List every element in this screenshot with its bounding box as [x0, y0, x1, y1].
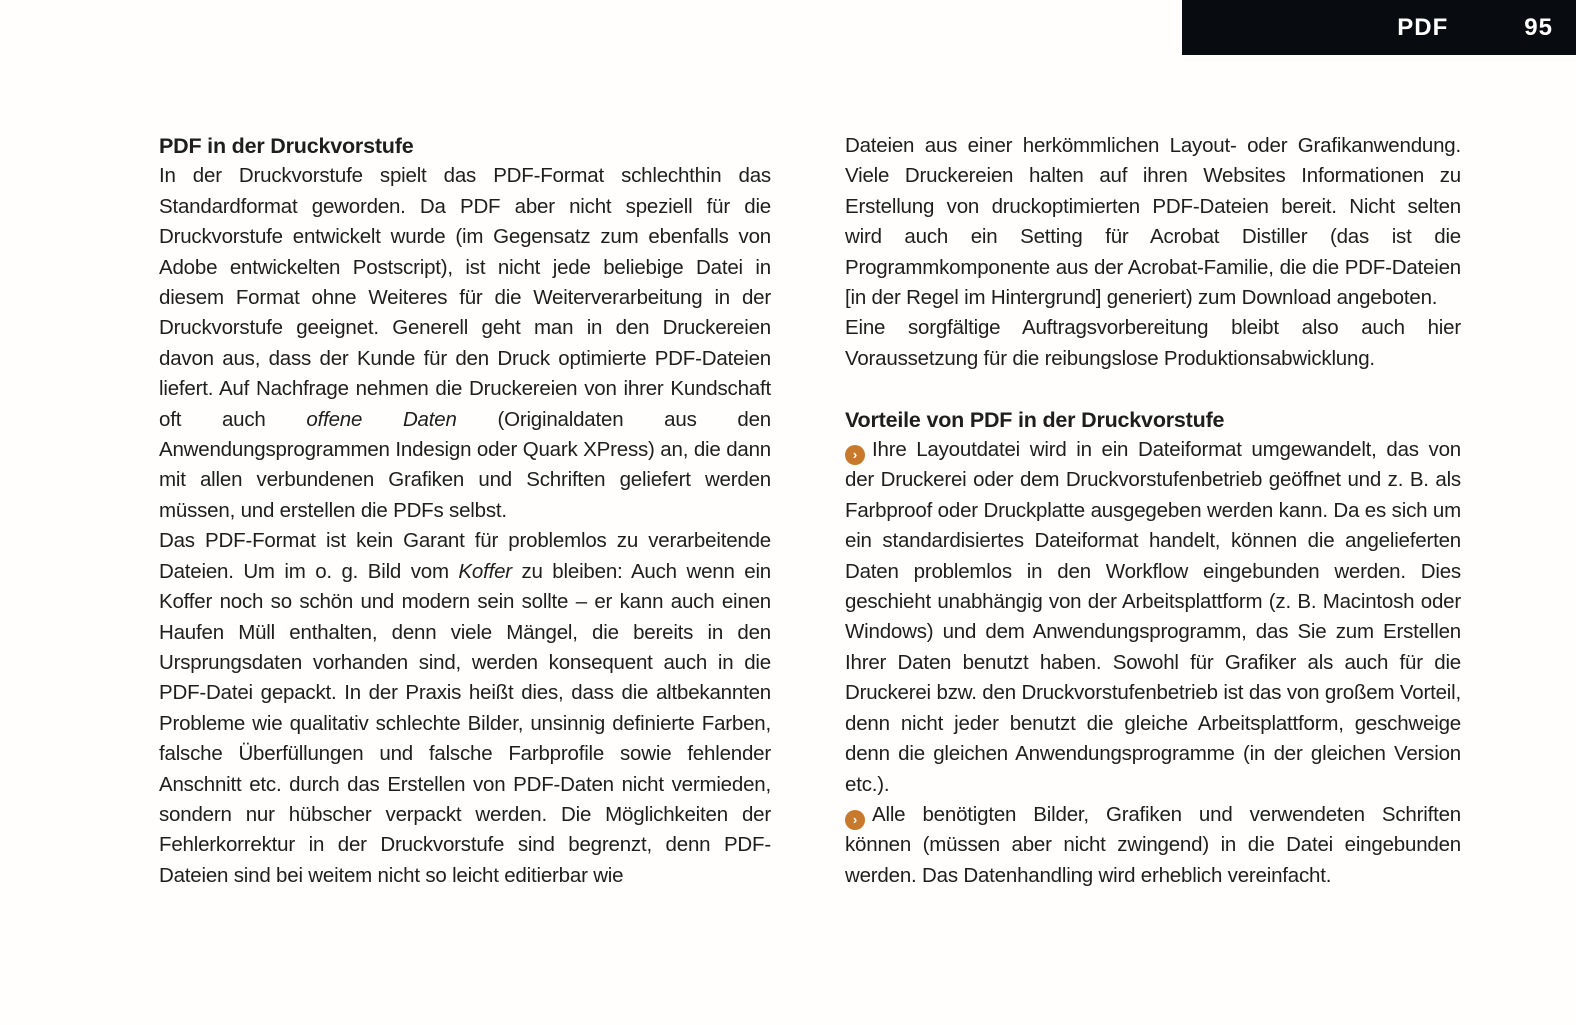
section-heading-pdf-druckvorstufe: PDF in der Druckvorstufe [159, 134, 414, 158]
paragraph [159, 161, 771, 526]
page-header-bar [1182, 0, 1576, 55]
paragraph-text: Dateien aus einer herkömmlichen Layout- oder Grafikanwendung. Viele Druckereien halten auf ihren Websites Informationen zu Erstellung von druckoptimierten PDF-Dateien bereit. Nicht selten wird auch ein Setting für Acrobat Distiller (das ist die Programmkomponente aus der Acrobat-Familie, die die PDF-Dateien [in der Regel im Hintergrund] generiert) zum Download angeboten. [845, 134, 1461, 310]
paragraph-text: Das PDF-Format ist kein Garant für problemlos zu verarbeitende Dateien. Um im o. g. Bild vom [159, 529, 771, 583]
italic-phrase-koffer: Koffer [458, 559, 512, 583]
left-column [159, 131, 771, 891]
paragraph-text: zu bleiben: Auch wenn ein Koffer noch so schön und modern sein sollte – er kann auch einen Haufen Müll enthalten, denn viele Mängel, die bereits in den Ursprungsdaten vorhanden sind, werden konsequent auch in die PDF-Datei gepackt. In der Praxis heißt dies, dass die altbekannten Probleme wie qualitativ schlechte Bilder, unsinnig definierte Farben, falsche Überfüllungen und falsche Farbprofile sowie fehlender Anschnitt etc. durch das Erstellen von PDF-Daten nicht vermieden, sondern nur hübscher verpackt werden. Die Möglichkeiten der Fehlerkorrektur in der Druckvorstufe sind begrenzt, denn PDF-Dateien sind bei weitem nicht so leicht editierbar wie [159, 559, 772, 887]
section-heading-vorteile: Vorteile von PDF in der Druckvorstufe [845, 407, 1225, 432]
bullet-text: Ihre Layoutdatei wird in ein Dateiformat umgewandelt, das von der Druckerei oder dem Druckvorstufenbetrieb geöffnet und z. B. als Farbproof oder Druckplatte ausgegeben werden kann. Da es sich um ein standardisiertes Dateiformat handelt, können die angelieferten Daten problemlos in den Workflow eingebunden werden. Dies geschieht unabhängig von der Arbeitsplattform (z. B. Macintosh oder Windows) und dem Anwendungsprogramm, das Sie zum Erstellen Ihrer Daten benutzt haben. Sowohl für Grafiker als auch für die Druckerei bzw. den Druckvorstufenbetrieb ist das von großem Vorteil, denn nicht jeder benutzt die gleiche Arbeitsplattform, geschweige denn die gleichen Anwendungsprogramme (in der gleichen Version etc.). [845, 438, 1461, 796]
paragraph-text: In der Druckvorstufe spielt das PDF-Format schlechthin das Standardformat geworden. Da PDF aber nicht speziell für die Druckvorstufe entwickelt wurde (im Gegensatz zum ebenfalls von Adobe entwickelten Postscript), ist nicht jede beliebige Datei in diesem Format ohne Weiteres für die Weiterverarbeitung in der Druckvorstufe geeignet. Generell geht man in den Druckereien davon aus, dass der Kunde für den Druck optimierte PDF-Dateien liefert. Auf Nachfrage nehmen die Druckereien von ihrer Kundschaft oft auch [159, 164, 771, 431]
paragraph-text: (Originaldaten aus den Anwendungsprogrammen Indesign oder Quark XPress) an, die dann mit allen verbundenen Grafiken und Schriften geliefert werden müssen, und erstellen die PDFs selbst. [159, 407, 772, 522]
page-number: 95 [1524, 13, 1553, 41]
paragraph-text: Eine sorgfältige Auftragsvorbereitung bleibt also auch hier Voraussetzung für die reibungslose Produktionsabwicklung. [845, 316, 1461, 370]
paragraph [845, 131, 1461, 313]
paragraph [159, 526, 771, 891]
right-column [845, 131, 1461, 891]
chevron-bullet-icon: › [845, 445, 865, 465]
bullet-item [845, 800, 1461, 891]
chapter-label: PDF [1397, 13, 1449, 41]
bullet-item [845, 435, 1461, 800]
italic-phrase-offene-daten: offene Daten [306, 407, 457, 431]
bullet-text: Alle benötigten Bilder, Grafiken und verwendeten Schriften können (müssen aber nicht zwingend) in die Datei eingebunden werden. Das Datenhandling wird erheblich vereinfacht. [845, 802, 1461, 887]
chevron-bullet-icon: › [845, 810, 865, 830]
paragraph [845, 313, 1461, 374]
